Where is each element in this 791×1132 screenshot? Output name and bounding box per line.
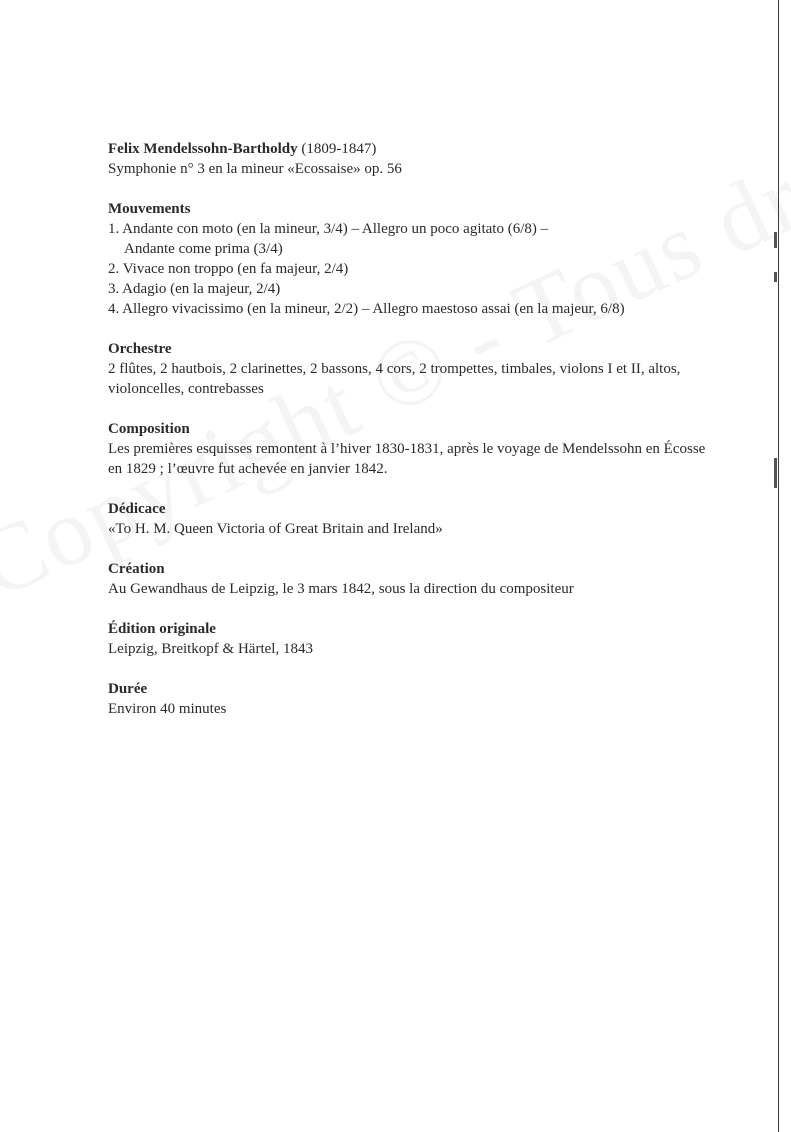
composition-title: Composition [108,421,190,437]
movement-item: 1. Andante con moto (en la mineur, 3/4) – Allegro un poco agitato (6/8) – [108,221,549,237]
work-title: Symphonie n° 3 en la mineur «Ecossaise» op. 56 [108,161,402,177]
creation-title: Création [108,561,165,577]
orchestre-title: Orchestre [108,341,172,357]
composer-dates: (1809-1847) [301,141,377,157]
composer-name: Felix Mendelssohn-Bartholdy [108,141,298,157]
edition-title: Édition originale [108,621,216,637]
duree-title: Durée [108,681,148,697]
movement-item: 4. Allegro vivacissimo (en la mineur, 2/2) – Allegro maestoso assai (en la majeur, 6/8) [108,301,625,317]
section-duree [108,679,708,719]
section-orchestre [108,339,708,399]
movement-item-continuation: Andante come prima (3/4) [124,241,283,257]
edition-text: Leipzig, Breitkopf & Härtel, 1843 [108,641,313,657]
section-composition [108,419,708,479]
movement-item: 3. Adagio (en la majeur, 2/4) [108,281,281,297]
dedicace-text: «To H. M. Queen Victoria of Great Britain and Ireland» [108,521,443,537]
section-edition [108,619,708,659]
creation-text: Au Gewandhaus de Leipzig, le 3 mars 1842, sous la direction du compositeur [108,581,574,597]
composition-text: Les premières esquisses remontent à l’hiver 1830-1831, après le voyage de Mendelssohn en Écosse en 1829 ; l’œuvre fut achevée en janvier 1842. [108,441,706,477]
page-edge-line [778,0,779,1132]
edge-mark [774,272,777,282]
movements-title: Mouvements [108,201,191,217]
movement-item: 2. Vivace non troppo (en fa majeur, 2/4) [108,261,349,277]
composer-line [108,139,708,159]
document-content [108,139,708,719]
section-movements [108,199,708,319]
duree-text: Environ 40 minutes [108,701,227,717]
section-dedicace [108,499,708,539]
edge-mark [774,458,777,488]
dedicace-title: Dédicace [108,501,166,517]
orchestre-text: 2 flûtes, 2 hautbois, 2 clarinettes, 2 bassons, 4 cors, 2 trompettes, timbales, violons I et II, altos, violoncelles, contrebasses [108,361,681,397]
edge-mark [774,232,777,248]
section-creation [108,559,708,599]
